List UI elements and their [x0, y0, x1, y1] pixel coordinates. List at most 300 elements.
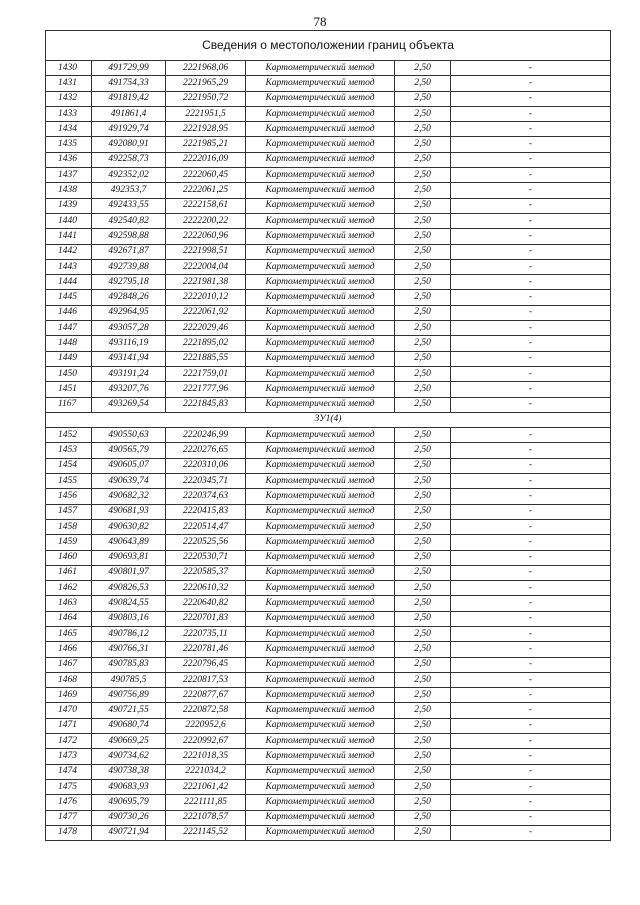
method-cell: Картометрический метод	[246, 76, 395, 91]
accuracy-cell: 2,50	[395, 351, 451, 366]
table-row	[46, 642, 611, 657]
x-coordinate-cell: 490693,81	[92, 550, 166, 565]
method-cell: Картометрический метод	[246, 229, 395, 244]
point-number-cell: 1434	[46, 122, 92, 137]
y-coordinate-cell: 2221759,01	[166, 366, 246, 381]
method-cell: Картометрический метод	[246, 244, 395, 259]
point-number-cell: 1474	[46, 764, 92, 779]
table-row	[46, 703, 611, 718]
method-cell: Картометрический метод	[246, 183, 395, 198]
point-number-cell: 1444	[46, 275, 92, 290]
x-coordinate-cell: 490738,38	[92, 764, 166, 779]
description-cell: -	[451, 565, 611, 580]
x-coordinate-cell: 493116,19	[92, 336, 166, 351]
x-coordinate-cell: 490643,89	[92, 535, 166, 550]
accuracy-cell: 2,50	[395, 703, 451, 718]
y-coordinate-cell: 2221777,96	[166, 382, 246, 397]
description-cell: -	[451, 764, 611, 779]
description-cell: -	[451, 152, 611, 167]
table-row	[46, 229, 611, 244]
method-cell: Картометрический метод	[246, 734, 395, 749]
method-cell: Картометрический метод	[246, 152, 395, 167]
point-number-cell: 1457	[46, 504, 92, 519]
y-coordinate-cell: 2220374,63	[166, 489, 246, 504]
accuracy-cell: 2,50	[395, 213, 451, 228]
accuracy-cell: 2,50	[395, 504, 451, 519]
point-number-cell: 1463	[46, 596, 92, 611]
table-row	[46, 672, 611, 687]
accuracy-cell: 2,50	[395, 183, 451, 198]
x-coordinate-cell: 491861,4	[92, 106, 166, 121]
description-cell: -	[451, 259, 611, 274]
description-cell: -	[451, 397, 611, 412]
description-cell: -	[451, 504, 611, 519]
point-number-cell: 1440	[46, 213, 92, 228]
description-cell: -	[451, 550, 611, 565]
table-row	[46, 718, 611, 733]
y-coordinate-cell: 2220610,32	[166, 581, 246, 596]
table-row	[46, 825, 611, 840]
description-cell: -	[451, 106, 611, 121]
y-coordinate-cell: 2221885,55	[166, 351, 246, 366]
accuracy-cell: 2,50	[395, 305, 451, 320]
y-coordinate-cell: 2220276,65	[166, 443, 246, 458]
x-coordinate-cell: 492671,87	[92, 244, 166, 259]
table-row	[46, 535, 611, 550]
description-cell: -	[451, 825, 611, 840]
accuracy-cell: 2,50	[395, 61, 451, 76]
description-cell: -	[451, 305, 611, 320]
point-number-cell: 1466	[46, 642, 92, 657]
accuracy-cell: 2,50	[395, 626, 451, 641]
x-coordinate-cell: 490803,16	[92, 611, 166, 626]
table-row	[46, 397, 611, 412]
table-row	[46, 137, 611, 152]
y-coordinate-cell: 2220345,71	[166, 474, 246, 489]
point-number-cell: 1445	[46, 290, 92, 305]
method-cell: Картометрический метод	[246, 443, 395, 458]
accuracy-cell: 2,50	[395, 565, 451, 580]
accuracy-cell: 2,50	[395, 428, 451, 443]
accuracy-cell: 2,50	[395, 198, 451, 213]
description-cell: -	[451, 810, 611, 825]
table-row	[46, 198, 611, 213]
point-number-cell: 1449	[46, 351, 92, 366]
description-cell: -	[451, 596, 611, 611]
method-cell: Картометрический метод	[246, 213, 395, 228]
table-row	[46, 474, 611, 489]
method-cell: Картометрический метод	[246, 397, 395, 412]
point-number-cell: 1436	[46, 152, 92, 167]
method-cell: Картометрический метод	[246, 519, 395, 534]
table-row	[46, 458, 611, 473]
description-cell: -	[451, 244, 611, 259]
table-row	[46, 336, 611, 351]
y-coordinate-cell: 2221111,85	[166, 795, 246, 810]
accuracy-cell: 2,50	[395, 382, 451, 397]
accuracy-cell: 2,50	[395, 366, 451, 381]
table-row	[46, 76, 611, 91]
method-cell: Картометрический метод	[246, 122, 395, 137]
method-cell: Картометрический метод	[246, 137, 395, 152]
y-coordinate-cell: 2220701,83	[166, 611, 246, 626]
x-coordinate-cell: 490605,07	[92, 458, 166, 473]
y-coordinate-cell: 2220514,47	[166, 519, 246, 534]
accuracy-cell: 2,50	[395, 657, 451, 672]
y-coordinate-cell: 2221965,29	[166, 76, 246, 91]
method-cell: Картометрический метод	[246, 779, 395, 794]
y-coordinate-cell: 2221928,95	[166, 122, 246, 137]
table-row	[46, 321, 611, 336]
x-coordinate-cell: 492739,88	[92, 259, 166, 274]
point-number-cell: 1469	[46, 688, 92, 703]
x-coordinate-cell: 490734,62	[92, 749, 166, 764]
point-number-cell: 1477	[46, 810, 92, 825]
table-row	[46, 734, 611, 749]
point-number-cell: 1470	[46, 703, 92, 718]
table-row	[46, 61, 611, 76]
method-cell: Картометрический метод	[246, 336, 395, 351]
y-coordinate-cell: 2221845,83	[166, 397, 246, 412]
description-cell: -	[451, 688, 611, 703]
accuracy-cell: 2,50	[395, 810, 451, 825]
y-coordinate-cell: 2222200,22	[166, 213, 246, 228]
accuracy-cell: 2,50	[395, 91, 451, 106]
description-cell: -	[451, 183, 611, 198]
y-coordinate-cell: 2221145,52	[166, 825, 246, 840]
x-coordinate-cell: 490766,31	[92, 642, 166, 657]
y-coordinate-cell: 2222029,46	[166, 321, 246, 336]
point-number-cell: 1471	[46, 718, 92, 733]
x-coordinate-cell: 490683,93	[92, 779, 166, 794]
accuracy-cell: 2,50	[395, 229, 451, 244]
method-cell: Картометрический метод	[246, 550, 395, 565]
y-coordinate-cell: 2221018,35	[166, 749, 246, 764]
x-coordinate-cell: 492964,95	[92, 305, 166, 320]
method-cell: Картометрический метод	[246, 642, 395, 657]
x-coordinate-cell: 492540,82	[92, 213, 166, 228]
table-row	[46, 688, 611, 703]
method-cell: Картометрический метод	[246, 825, 395, 840]
description-cell: -	[451, 657, 611, 672]
point-number-cell: 1459	[46, 535, 92, 550]
x-coordinate-cell: 491929,74	[92, 122, 166, 137]
x-coordinate-cell: 493191,24	[92, 366, 166, 381]
point-number-cell: 1472	[46, 734, 92, 749]
accuracy-cell: 2,50	[395, 106, 451, 121]
table-row	[46, 581, 611, 596]
accuracy-cell: 2,50	[395, 672, 451, 687]
point-number-cell: 1462	[46, 581, 92, 596]
y-coordinate-cell: 2220585,37	[166, 565, 246, 580]
accuracy-cell: 2,50	[395, 535, 451, 550]
x-coordinate-cell: 491819,42	[92, 91, 166, 106]
accuracy-cell: 2,50	[395, 718, 451, 733]
table-row	[46, 168, 611, 183]
point-number-cell: 1447	[46, 321, 92, 336]
table-row	[46, 244, 611, 259]
description-cell: -	[451, 672, 611, 687]
point-number-cell: 1454	[46, 458, 92, 473]
description-cell: -	[451, 382, 611, 397]
method-cell: Картометрический метод	[246, 290, 395, 305]
y-coordinate-cell: 2222004,04	[166, 259, 246, 274]
method-cell: Картометрический метод	[246, 428, 395, 443]
point-number-cell: 1432	[46, 91, 92, 106]
table-row	[46, 366, 611, 381]
method-cell: Картометрический метод	[246, 198, 395, 213]
y-coordinate-cell: 2222061,92	[166, 305, 246, 320]
x-coordinate-cell: 492848,26	[92, 290, 166, 305]
section-label: ЗУ1(4)	[46, 412, 611, 427]
table-row	[46, 106, 611, 121]
point-number-cell: 1431	[46, 76, 92, 91]
y-coordinate-cell: 2220525,56	[166, 535, 246, 550]
description-cell: -	[451, 795, 611, 810]
y-coordinate-cell: 2220872,58	[166, 703, 246, 718]
accuracy-cell: 2,50	[395, 688, 451, 703]
x-coordinate-cell: 490721,94	[92, 825, 166, 840]
table-row	[46, 183, 611, 198]
page-number: 78	[313, 14, 327, 29]
method-cell: Картометрический метод	[246, 321, 395, 336]
method-cell: Картометрический метод	[246, 688, 395, 703]
x-coordinate-cell: 493057,28	[92, 321, 166, 336]
description-cell: -	[451, 137, 611, 152]
table-row	[46, 259, 611, 274]
point-number-cell: 1458	[46, 519, 92, 534]
table-row	[46, 764, 611, 779]
point-number-cell: 1167	[46, 397, 92, 412]
method-cell: Картометрический метод	[246, 596, 395, 611]
y-coordinate-cell: 2220952,6	[166, 718, 246, 733]
table-row	[46, 275, 611, 290]
table-row	[46, 779, 611, 794]
description-cell: -	[451, 749, 611, 764]
point-number-cell: 1439	[46, 198, 92, 213]
table-row	[46, 382, 611, 397]
y-coordinate-cell: 2221981,38	[166, 275, 246, 290]
method-cell: Картометрический метод	[246, 657, 395, 672]
method-cell: Картометрический метод	[246, 764, 395, 779]
point-number-cell: 1437	[46, 168, 92, 183]
method-cell: Картометрический метод	[246, 259, 395, 274]
y-coordinate-cell: 2221078,57	[166, 810, 246, 825]
table-row	[46, 290, 611, 305]
accuracy-cell: 2,50	[395, 275, 451, 290]
y-coordinate-cell: 2220781,46	[166, 642, 246, 657]
description-cell: -	[451, 734, 611, 749]
accuracy-cell: 2,50	[395, 321, 451, 336]
method-cell: Картометрический метод	[246, 275, 395, 290]
x-coordinate-cell: 492080,91	[92, 137, 166, 152]
x-coordinate-cell: 490721,55	[92, 703, 166, 718]
description-cell: -	[451, 779, 611, 794]
table-body	[46, 31, 611, 841]
description-cell: -	[451, 198, 611, 213]
point-number-cell: 1443	[46, 259, 92, 274]
table-row	[46, 749, 611, 764]
table-row	[46, 351, 611, 366]
table-row	[46, 504, 611, 519]
y-coordinate-cell: 2222016,09	[166, 152, 246, 167]
x-coordinate-cell: 490550,63	[92, 428, 166, 443]
accuracy-cell: 2,50	[395, 611, 451, 626]
point-number-cell: 1476	[46, 795, 92, 810]
description-cell: -	[451, 428, 611, 443]
point-number-cell: 1430	[46, 61, 92, 76]
y-coordinate-cell: 2222158,61	[166, 198, 246, 213]
y-coordinate-cell: 2221951,5	[166, 106, 246, 121]
method-cell: Картометрический метод	[246, 611, 395, 626]
description-cell: -	[451, 351, 611, 366]
table-row	[46, 657, 611, 672]
description-cell: -	[451, 229, 611, 244]
accuracy-cell: 2,50	[395, 764, 451, 779]
x-coordinate-cell: 490681,93	[92, 504, 166, 519]
x-coordinate-cell: 492352,02	[92, 168, 166, 183]
description-cell: -	[451, 168, 611, 183]
accuracy-cell: 2,50	[395, 168, 451, 183]
method-cell: Картометрический метод	[246, 810, 395, 825]
x-coordinate-cell: 490639,74	[92, 474, 166, 489]
accuracy-cell: 2,50	[395, 244, 451, 259]
description-cell: -	[451, 458, 611, 473]
method-cell: Картометрический метод	[246, 749, 395, 764]
point-number-cell: 1461	[46, 565, 92, 580]
description-cell: -	[451, 489, 611, 504]
description-cell: -	[451, 321, 611, 336]
description-cell: -	[451, 76, 611, 91]
point-number-cell: 1456	[46, 489, 92, 504]
table-row	[46, 810, 611, 825]
y-coordinate-cell: 2220640,82	[166, 596, 246, 611]
accuracy-cell: 2,50	[395, 336, 451, 351]
accuracy-cell: 2,50	[395, 259, 451, 274]
x-coordinate-cell: 492353,7	[92, 183, 166, 198]
description-cell: -	[451, 213, 611, 228]
y-coordinate-cell: 2220246,99	[166, 428, 246, 443]
x-coordinate-cell: 490756,89	[92, 688, 166, 703]
point-number-cell: 1448	[46, 336, 92, 351]
accuracy-cell: 2,50	[395, 519, 451, 534]
x-coordinate-cell: 490680,74	[92, 718, 166, 733]
y-coordinate-cell: 2221034,2	[166, 764, 246, 779]
x-coordinate-cell: 490785,83	[92, 657, 166, 672]
accuracy-cell: 2,50	[395, 550, 451, 565]
table-title-row	[46, 31, 611, 61]
description-cell: -	[451, 61, 611, 76]
y-coordinate-cell: 2222061,25	[166, 183, 246, 198]
point-number-cell: 1450	[46, 366, 92, 381]
method-cell: Картометрический метод	[246, 703, 395, 718]
x-coordinate-cell: 490785,5	[92, 672, 166, 687]
method-cell: Картометрический метод	[246, 351, 395, 366]
description-cell: -	[451, 275, 611, 290]
description-cell: -	[451, 581, 611, 596]
accuracy-cell: 2,50	[395, 76, 451, 91]
x-coordinate-cell: 490826,53	[92, 581, 166, 596]
y-coordinate-cell: 2221061,42	[166, 779, 246, 794]
description-cell: -	[451, 626, 611, 641]
description-cell: -	[451, 474, 611, 489]
accuracy-cell: 2,50	[395, 152, 451, 167]
y-coordinate-cell: 2221985,21	[166, 137, 246, 152]
description-cell: -	[451, 290, 611, 305]
point-number-cell: 1455	[46, 474, 92, 489]
point-number-cell: 1468	[46, 672, 92, 687]
table-row	[46, 489, 611, 504]
point-number-cell: 1452	[46, 428, 92, 443]
point-number-cell: 1435	[46, 137, 92, 152]
table-row	[46, 152, 611, 167]
method-cell: Картометрический метод	[246, 489, 395, 504]
accuracy-cell: 2,50	[395, 642, 451, 657]
y-coordinate-cell: 2220415,83	[166, 504, 246, 519]
accuracy-cell: 2,50	[395, 825, 451, 840]
method-cell: Картометрический метод	[246, 535, 395, 550]
description-cell: -	[451, 642, 611, 657]
method-cell: Картометрический метод	[246, 718, 395, 733]
method-cell: Картометрический метод	[246, 366, 395, 381]
table-row	[46, 122, 611, 137]
table-row	[46, 519, 611, 534]
description-cell: -	[451, 91, 611, 106]
method-cell: Картометрический метод	[246, 626, 395, 641]
x-coordinate-cell: 490669,25	[92, 734, 166, 749]
table-row	[46, 795, 611, 810]
point-number-cell: 1453	[46, 443, 92, 458]
point-number-cell: 1441	[46, 229, 92, 244]
description-cell: -	[451, 519, 611, 534]
method-cell: Картометрический метод	[246, 504, 395, 519]
point-number-cell: 1460	[46, 550, 92, 565]
y-coordinate-cell: 2222060,96	[166, 229, 246, 244]
table-row	[46, 611, 611, 626]
point-number-cell: 1465	[46, 626, 92, 641]
accuracy-cell: 2,50	[395, 290, 451, 305]
description-cell: -	[451, 443, 611, 458]
method-cell: Картометрический метод	[246, 382, 395, 397]
accuracy-cell: 2,50	[395, 581, 451, 596]
x-coordinate-cell: 493207,76	[92, 382, 166, 397]
accuracy-cell: 2,50	[395, 458, 451, 473]
section-header-row	[46, 412, 611, 427]
accuracy-cell: 2,50	[395, 489, 451, 504]
y-coordinate-cell: 2220877,67	[166, 688, 246, 703]
y-coordinate-cell: 2222010,12	[166, 290, 246, 305]
accuracy-cell: 2,50	[395, 749, 451, 764]
point-number-cell: 1446	[46, 305, 92, 320]
x-coordinate-cell: 491729,99	[92, 61, 166, 76]
x-coordinate-cell: 490786,12	[92, 626, 166, 641]
table-row	[46, 596, 611, 611]
table-row	[46, 443, 611, 458]
boundary-coordinates-table	[45, 30, 611, 841]
point-number-cell: 1478	[46, 825, 92, 840]
point-number-cell: 1464	[46, 611, 92, 626]
method-cell: Картометрический метод	[246, 168, 395, 183]
accuracy-cell: 2,50	[395, 122, 451, 137]
y-coordinate-cell: 2220735,11	[166, 626, 246, 641]
y-coordinate-cell: 2221895,02	[166, 336, 246, 351]
table-row	[46, 91, 611, 106]
description-cell: -	[451, 703, 611, 718]
method-cell: Картометрический метод	[246, 61, 395, 76]
point-number-cell: 1442	[46, 244, 92, 259]
accuracy-cell: 2,50	[395, 443, 451, 458]
point-number-cell: 1473	[46, 749, 92, 764]
